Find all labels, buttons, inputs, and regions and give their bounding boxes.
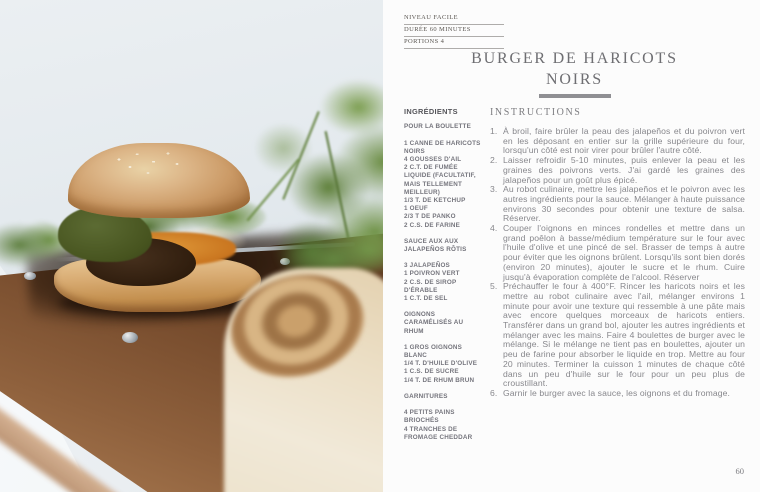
step-number: 4. — [490, 223, 498, 234]
ingredient-group-title: POUR LA BOULETTE — [404, 123, 471, 131]
instruction-step — [490, 282, 745, 389]
ingredient-item: 1 OEUF — [404, 205, 428, 213]
ingredients-column — [404, 108, 482, 442]
ingredient-item: 1 C.T. DE SEL — [404, 295, 448, 303]
instruction-step — [490, 185, 745, 224]
page-number: 60 — [735, 466, 744, 476]
step-text: Couper l'oignons en minces rondelles et mettre dans un grand poêlon à basse/médium température sur le four avec l'huile d'olive et une pincé de sel. Brasser de temps à autre pour éviter que les oignons brûlent. Lorsqu'ils sont bien dorés (environ 20 minutes), ajouter le sucre et le rhum. Cuire jusqu'à évaporation complète de l'alcool. Réserver — [503, 223, 745, 282]
instructions-header: INSTRUCTIONS — [490, 107, 582, 118]
ingredient-item: 3 JALAPEÑOS — [404, 262, 450, 270]
ingredient-item: 2 C.T. DE FUMÉE LIQUIDE (FACULTATIF, MAIS TELLEMENT MEILLEUR) — [404, 164, 476, 196]
ingredient-item: 4 TRANCHES DE FROMAGE CHEDDAR — [404, 425, 473, 441]
step-text: Préchauffer le four à 400°F. Rincer les haricots noirs et les mettre au robot culinaire avec l'ail, mélanger environs 1 minute pour avoir une texture qui ressemble à une pâte mais avec encore quelques morceaux de haricots entiers. Transférer dans un grand bol, ajouter les autres ingrédients et mélanger avec les mains. Faire 4 boulettes de burger avec le mélange. Si le mélange ne tient pas en boulettes, ajouter un peu de farine pour absorber le liquide en trop. Mettre au four 20 minutes. Terminer la cuisson 1 minutes de chaque côté dans un peu d'huile sur le four pour un peu plus de croustillant. — [503, 281, 745, 389]
recipe-meta — [404, 13, 504, 49]
recipe-page — [383, 0, 760, 492]
ingredient-group — [404, 123, 482, 229]
step-number: 5. — [490, 281, 498, 292]
ingredient-items — [404, 409, 482, 442]
title-rule — [539, 94, 611, 98]
recipe-columns — [404, 108, 745, 442]
ingredient-items — [404, 262, 482, 303]
title-rule-wrap — [404, 94, 745, 98]
meta-portions: PORTIONS 4 — [404, 37, 504, 49]
step-number: 1. — [490, 126, 498, 136]
ingredient-group — [404, 311, 482, 385]
step-number: 3. — [490, 184, 498, 195]
board-rivet — [24, 272, 36, 280]
recipe-title — [404, 48, 745, 90]
instruction-step — [490, 389, 745, 399]
instructions-column — [490, 108, 745, 442]
ingredient-group-title: SAUCE AUX AUX JALAPEÑOS RÔTIS — [404, 237, 467, 254]
ingredient-item: 2 C.S. DE FARINE — [404, 221, 461, 229]
ingredient-item: 1/3 T. DE KETCHUP — [404, 197, 466, 205]
ingredient-item: 1 CANNE DE HARICOTS NOIRS — [404, 139, 481, 155]
ingredient-item: 1/4 T. D'HUILE D'OLIVE — [404, 360, 478, 368]
ingredient-item: 1 C.S. DE SUCRE — [404, 368, 459, 376]
recipe-title-line1: BURGER DE HARICOTS — [471, 50, 678, 67]
ingredient-group — [404, 393, 482, 442]
ingredient-group — [404, 238, 482, 303]
ingredients-header: INGRÉDIENTS — [404, 107, 458, 116]
instruction-step — [490, 156, 745, 185]
step-number: 6. — [490, 387, 498, 398]
ingredient-items — [404, 344, 482, 385]
ingredient-group-title: GARNITURES — [404, 392, 448, 400]
step-text: Au robot culinaire, mettre les jalapeños et le poivron avec les autres ingrédients pour la sauce. Mélanger à haute puissance environs 30 secondes pour obtenir une texture de salsa. Réserver. — [503, 184, 745, 224]
ingredient-item: 1 POIVRON VERT — [404, 270, 460, 278]
step-number: 2. — [490, 155, 498, 166]
instruction-step — [490, 127, 745, 156]
step-text: À broil, faire brûler la peau des jalapeños et du poivron vert en les déposant en entier sur la grille supérieure du four, lorsqu'un côté est noir virer pour brûler l'autre côté. — [503, 126, 745, 156]
ingredient-item: 2/3 T DE PANKO — [404, 213, 456, 221]
ingredients-list — [404, 123, 482, 442]
ingredient-items — [404, 140, 482, 230]
instructions-list — [490, 127, 745, 399]
step-text: Laisser refroidir 5-10 minutes, puis enlever la peau et les graines des poivrons verts. J'ai gardé les graines des jalapeños pour un goût plus épicé. — [503, 155, 745, 185]
instruction-step — [490, 224, 745, 282]
meta-duree: DURÉE 60 MINUTES — [404, 25, 504, 37]
ingredient-item: 4 GOUSSES D'AIL — [404, 156, 462, 164]
ingredient-item: 2 C.S. DE SIROP D'ÉRABLE — [404, 278, 457, 294]
recipe-title-line2: NOIRS — [545, 71, 603, 89]
board-rivet — [122, 332, 138, 343]
ingredient-group-title: OIGNONS CARAMÉLISÉS AU RHUM — [404, 311, 464, 335]
meta-niveau: NIVEAU FACILE — [404, 13, 504, 25]
ingredient-item: 1/4 T. DE RHUM BRUN — [404, 376, 475, 384]
ingredient-item: 4 PETITS PAINS BRIOCHÉS — [404, 409, 455, 425]
ingredient-item: 1 GROS OIGNONS BLANC — [404, 343, 463, 360]
step-text: Garnir le burger avec la sauce, les oignons et du fromage. — [503, 387, 730, 398]
